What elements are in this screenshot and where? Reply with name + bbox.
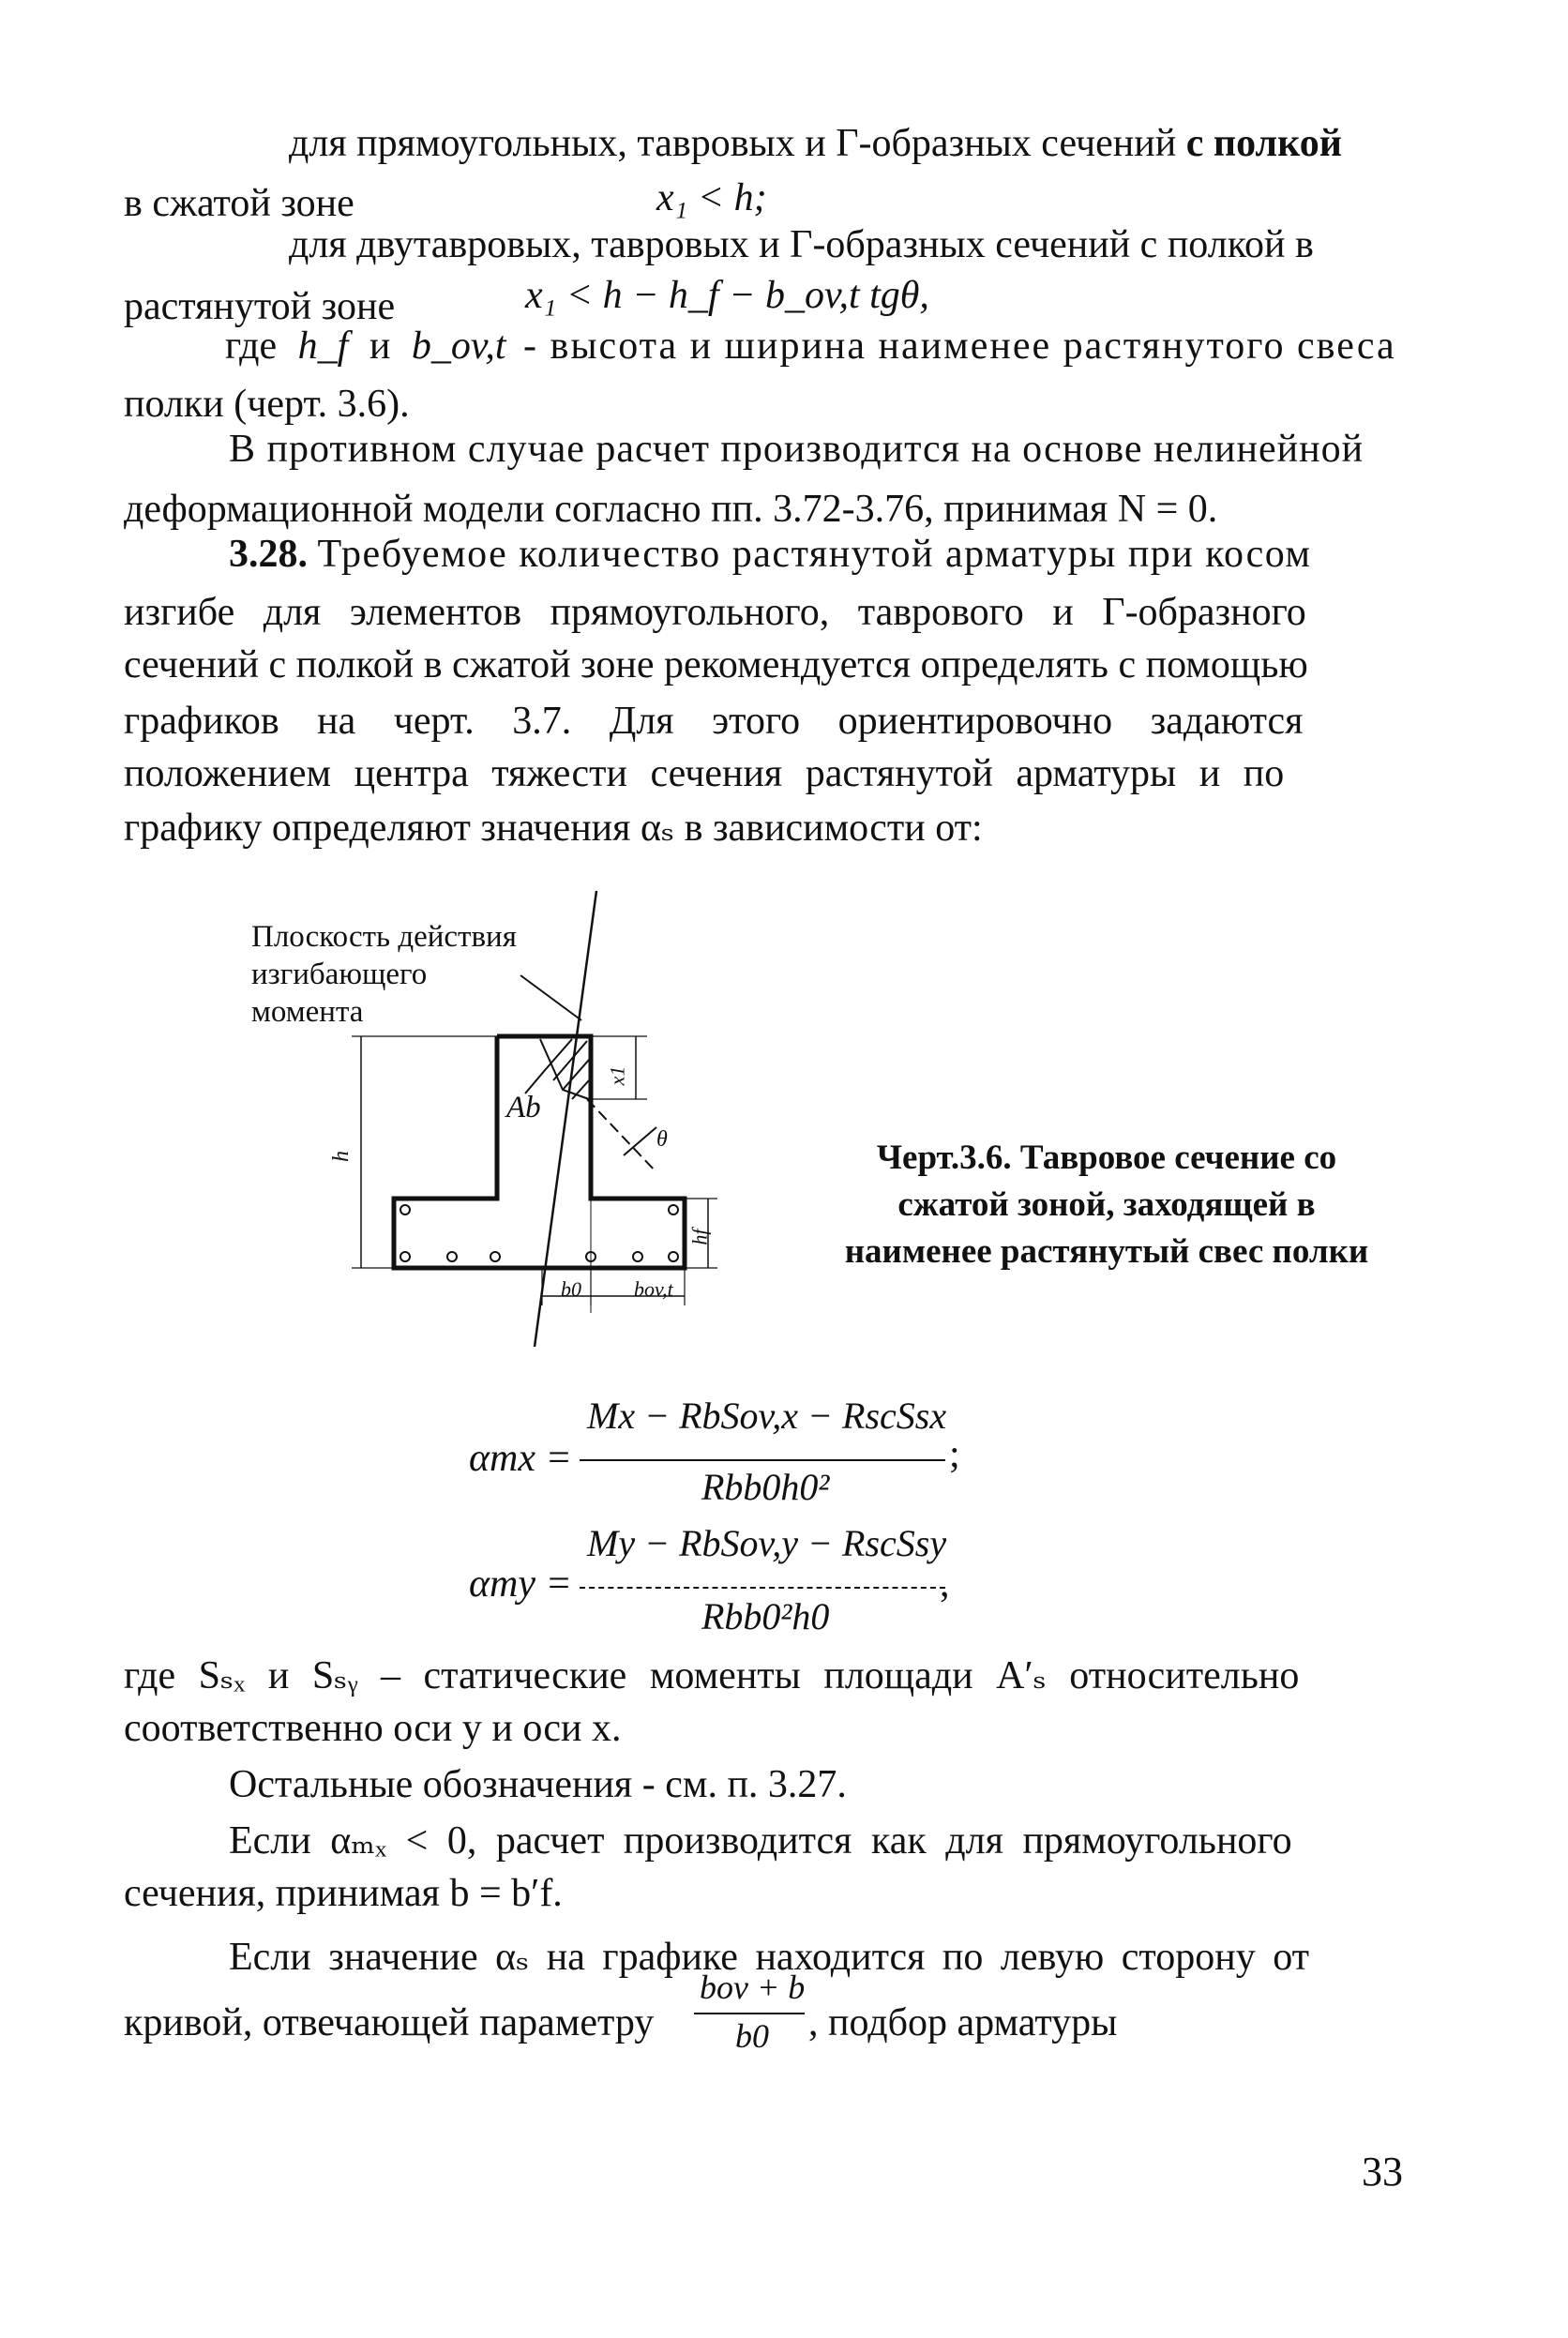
label-b0: b0 (561, 1277, 581, 1301)
formula-lhs: αmx = (469, 1437, 572, 1480)
fraction-bar (580, 1587, 945, 1589)
text-line: , подбор арматуры (808, 2001, 1118, 2044)
text-line (229, 531, 1312, 578)
text-line: полки (черт. 3.6). (124, 383, 410, 426)
rebar-dot (490, 1252, 500, 1261)
rebar-dot (400, 1252, 410, 1261)
page-number: 33 (1362, 2149, 1403, 2195)
caption-line: сжатой зоной, заходящей в (897, 1185, 1316, 1224)
section-number: 3.28. (229, 533, 308, 576)
rebar-dots (400, 1205, 678, 1261)
plane-label-line-3: момента (251, 995, 364, 1029)
text-line: графиков на черт. 3.7. Для этого ориентировочно задаются (124, 700, 1304, 743)
caption-line: наименее растянутый свес полки (844, 1232, 1369, 1271)
caption-line: Черт.3.6. Тавровое сечение со (876, 1139, 1337, 1177)
text-line: В противном случае расчет производится на основе нелинейной (229, 428, 1364, 471)
label-Ab: Ab (506, 1091, 541, 1124)
fraction-bar (580, 1459, 945, 1461)
plane-label-line-1: Плоскость действия (251, 920, 517, 954)
text-line: Остальные обозначения - см. п. 3.27. (229, 1763, 847, 1806)
rebar-dot (400, 1205, 410, 1214)
label-x1: x1 (605, 1065, 629, 1086)
text-span: - высота и ширина наименее растянутого свеса (523, 324, 1396, 368)
t-section-outline (394, 1036, 685, 1268)
formula-numerator: Mx − RbSov,x − RscSsx (587, 1395, 947, 1437)
text-line: изгибе для элементов прямоугольного, таврового и Г-образного (124, 591, 1306, 634)
formula-inline: x₁ < h; (656, 176, 767, 219)
rebar-dot (669, 1252, 678, 1261)
formula-inline: x₁ < h − h_f − b_ov,t tgθ, (525, 274, 929, 317)
param-fraction-numerator: bov + b (700, 1968, 806, 2006)
text-span: для прямоугольных, тавровых и Г-образных сечений (289, 122, 1177, 165)
param-fraction-denominator: b0 (735, 2017, 769, 2055)
text-span: где (225, 324, 278, 368)
text-span-bold: с полкой (1185, 122, 1342, 165)
text-span: кривой, отвечающей параметру (124, 2001, 655, 2044)
rebar-dot (633, 1252, 642, 1261)
text-line: Если значение αₛ на графике находится по левую сторону от (229, 1936, 1310, 1979)
text-line: растянутой зоне (124, 285, 396, 328)
text-line: Если αₘₓ < 0, расчет производится как для прямоугольного (229, 1819, 1292, 1863)
theta-arc-line (624, 1127, 656, 1155)
text-line: для двутавровых, тавровых и Г-образных сечений с полкой в (289, 223, 1314, 266)
label-bovt: bov,t (634, 1277, 673, 1301)
formula-end: ; (949, 1433, 960, 1476)
text-line (289, 120, 1342, 167)
text-span: Требуемое количество растянутой арматуры при косом (317, 533, 1312, 576)
label-leader-line (520, 975, 581, 1020)
formula-lhs: αmy = (469, 1562, 572, 1606)
text-line (124, 180, 354, 227)
text-line (124, 1999, 654, 2046)
figure-caption (816, 1135, 1397, 1275)
formula-end: , (940, 1562, 950, 1606)
text-line: где Sₛₓ и Sₛᵧ – статические моменты площади A′ₛ относительно (124, 1654, 1300, 1697)
symbol-span: h_f (297, 324, 349, 368)
label-hf: hf (687, 1229, 712, 1245)
rebar-dot (669, 1205, 678, 1214)
symbol-span: b_ov,t (411, 324, 506, 368)
text-line: положением центра тяжести сечения растянутой арматуры и по (124, 752, 1285, 795)
text-line: сечения, принимая b = b′f. (124, 1872, 563, 1915)
rebar-dot (447, 1252, 457, 1261)
text-line (225, 323, 1396, 370)
text-line: сечений с полкой в сжатой зоне рекомендуется определять с помощью (124, 643, 1308, 686)
label-h: h (329, 1151, 354, 1162)
formula-denominator: Rbb0h0² (701, 1466, 830, 1508)
label-theta: θ (656, 1127, 668, 1152)
fraction-bar (694, 2013, 805, 2014)
plane-label-line-2: изгибающего (251, 958, 428, 991)
text-line: деформационной модели согласно пп. 3.72-3.76, принимая N = 0. (124, 488, 1218, 531)
text-span: и (369, 324, 391, 368)
text-span: в сжатой зоне (124, 182, 354, 225)
formula-numerator: My − RbSov,y − RscSsy (587, 1522, 947, 1564)
formula-denominator: Rbb0²h0 (701, 1595, 830, 1637)
text-line: графику определяют значения αₛ в зависимости от: (124, 807, 983, 850)
text-line: соответственно оси y и оси x. (124, 1707, 622, 1750)
